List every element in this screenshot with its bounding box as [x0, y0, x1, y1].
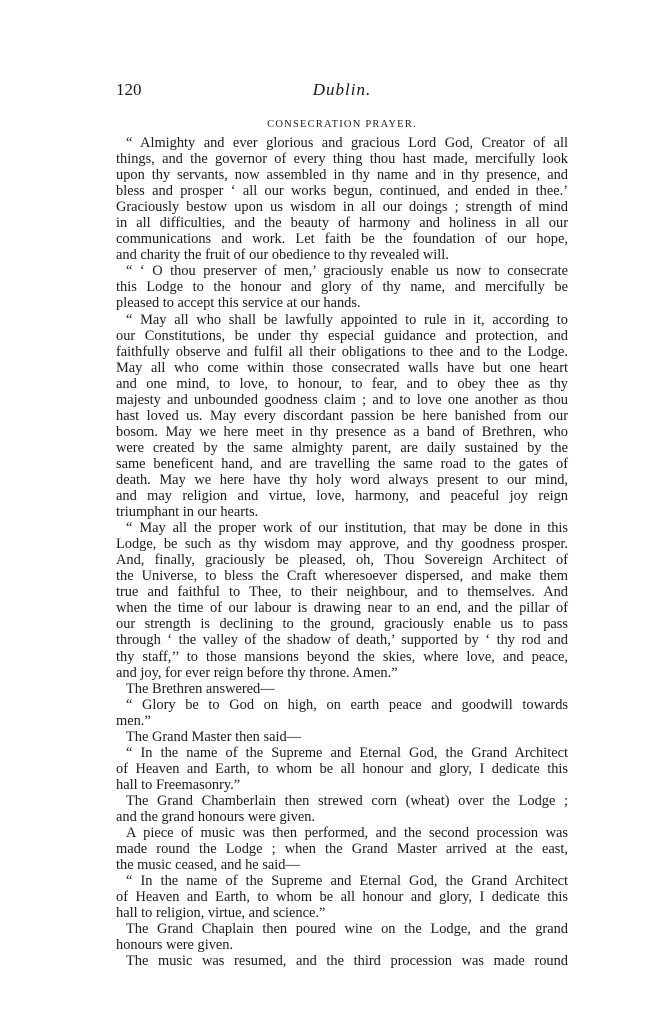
- text-line: “ In the name of the Supreme and Eternal God, the Grand Architect: [126, 744, 568, 761]
- text-line: and may religion and virtue, love, harmony, and peaceful joy reign: [116, 488, 568, 505]
- text-line: the music ceased, and he said—: [116, 857, 300, 874]
- text-line: made round the Lodge ; when the Grand Master arrived at the east,: [116, 841, 568, 858]
- text-line: our Constitutions, be under thy especial guidance and protection, and: [116, 327, 568, 344]
- text-line: thy staff,’’ to those mansions beyond the skies, where love, and peace,: [116, 648, 568, 665]
- text-line: and the grand honours were given.: [116, 808, 316, 825]
- text-line: when the time of our labour is drawing near to an end, and the pillar of: [116, 600, 568, 617]
- text-line: of Heaven and Earth, to whom be all honour and glory, I dedicate this: [116, 889, 568, 906]
- text-line: “ Almighty and ever glorious and gracious Lord God, Creator of all: [126, 135, 568, 151]
- text-line: “ May all the proper work of our institution, that may be done in this: [126, 520, 568, 537]
- text-line: The Grand Master then said—: [126, 728, 302, 745]
- text-line: hall to religion, virtue, and science.”: [116, 905, 326, 922]
- text-line: same beneficent hand, and are travelling the same road to the gates of: [116, 455, 568, 472]
- text-line: “ In the name of the Supreme and Eternal God, the Grand Architect: [126, 873, 568, 890]
- text-line: May all who come within those consecrated walls have but one heart: [116, 359, 568, 376]
- text-line: and charity the fruit of our obedience to thy revealed will.: [116, 247, 449, 264]
- text-line: The Brethren answered—: [126, 680, 275, 697]
- text-line: The Grand Chamberlain then strewed corn (wheat) over the Lodge ;: [126, 792, 568, 809]
- text-line: bless and prosper ‘ all our works begun, continued, and ended in thee.’: [116, 183, 568, 200]
- text-line: honours were given.: [116, 937, 234, 954]
- text-line: Lodge, be such as thy wisdom may approve, and thy goodness prosper.: [116, 536, 568, 553]
- text-line: communications and work. Let faith be the foundation of our hope,: [116, 231, 568, 248]
- text-line: pleased to accept this service at our hands.: [116, 295, 361, 312]
- text-line: through ‘ the valley of the shadow of death,’ supported by ‘ thy rod and: [116, 632, 568, 649]
- text-line: bosom. May we here meet in thy presence as a band of Brethren, who: [116, 423, 568, 440]
- page-header: [116, 80, 568, 104]
- text-line: true and faithful to Thee, to their neighbour, and to themselves. And: [116, 584, 568, 601]
- text-line: The music was resumed, and the third procession was made round: [126, 953, 568, 970]
- text-line: death. May we here have thy holy word always present to our mind,: [116, 471, 568, 488]
- text-line: faithfully observe and fulfil all their obligations to thee and to the Lodge.: [116, 343, 568, 360]
- text-line: in all difficulties, and the beauty of harmony and holiness in all our: [116, 215, 568, 232]
- text-line: were created by the same almighty parent, are daily sustained by the: [116, 439, 568, 456]
- text-line: upon thy servants, now assembled in thy name and in thy presence, and: [116, 167, 568, 184]
- section-heading: CONSECRATION PRAYER.: [267, 119, 417, 130]
- text-line: hast loved us. May every discordant passion be here banished from our: [116, 407, 568, 424]
- text-line: triumphant in our hearts.: [116, 504, 259, 521]
- text-line: “ Glory be to God on high, on earth peace and goodwill towards: [126, 696, 568, 713]
- text-line: and one mind, to love, to honour, to fear, and to obey thee as thy: [116, 375, 568, 392]
- text-line: And, finally, graciously be pleased, oh, Thou Sovereign Architect of: [116, 552, 568, 569]
- text-line: Graciously bestow upon us wisdom in all our doings ; strength of mind: [116, 199, 568, 216]
- text-line: of Heaven and Earth, to whom be all honour and glory, I dedicate this: [116, 760, 568, 777]
- text-line: The Grand Chaplain then poured wine on the Lodge, and the grand: [126, 921, 568, 938]
- text-line: majesty and unbounded goodness claim ; and to love one another as thou: [116, 391, 568, 408]
- text-line: our strength is declining to the ground, graciously enable us to pass: [116, 616, 568, 633]
- text-line: and joy, for ever reign before thy throne. Amen.”: [116, 664, 398, 681]
- text-line: “ May all who shall be lawfully appointed to rule in it, according to: [126, 311, 568, 328]
- text-line: A piece of music was then performed, and the second procession was: [126, 825, 568, 842]
- text-line: “ ‘ O thou preserver of men,’ graciously enable us now to consecrate: [126, 263, 568, 280]
- text-line: this Lodge to the honour and glory of thy name, and mercifully be: [116, 279, 568, 296]
- running-head: Dublin.: [312, 80, 372, 99]
- page-number: 120: [116, 80, 142, 99]
- text-line: the Universe, to bless the Craft wheresoever dispersed, and make them: [116, 568, 568, 585]
- text-line: things, and the governor of every thing thou hast made, mercifully look: [116, 151, 568, 168]
- text-line: hall to Freemasonry.”: [116, 776, 241, 793]
- text-line: men.”: [116, 712, 151, 729]
- body-text: [116, 135, 568, 969]
